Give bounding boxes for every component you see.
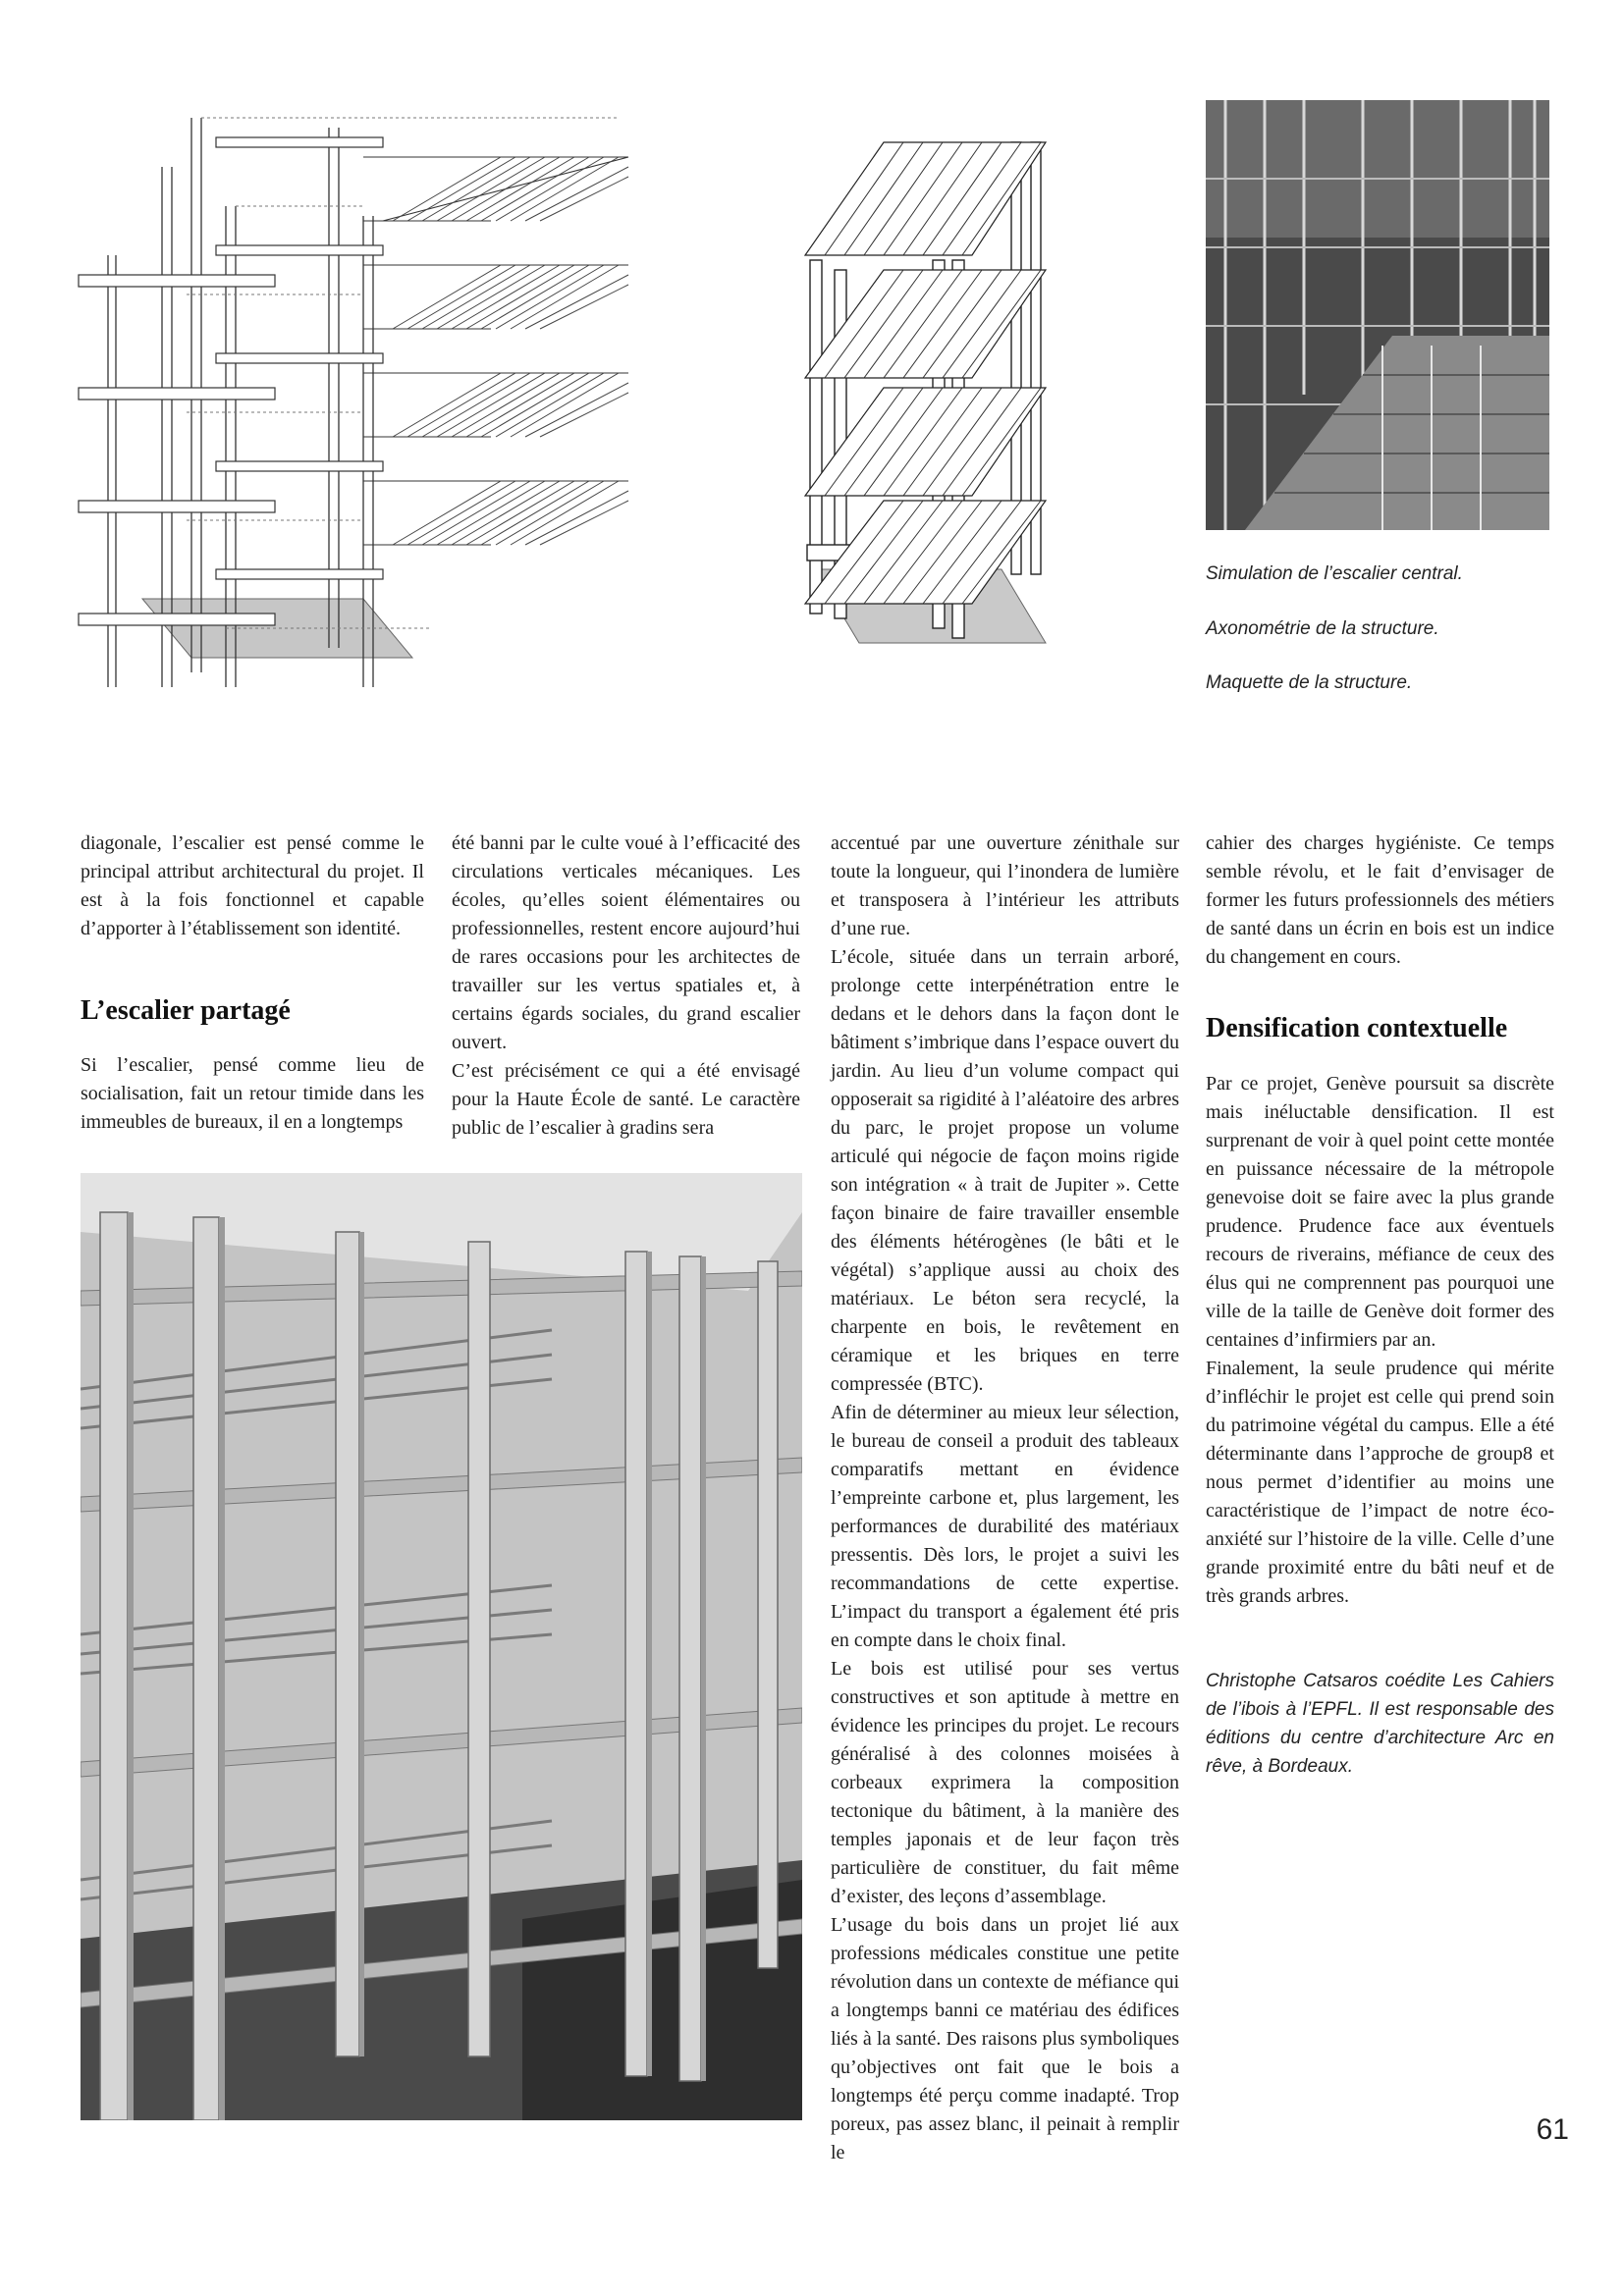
column-1-paragraph: diagonale, l’escalier est pensé comme le principal attribut architectural du projet. Il est à la fois fonctionnel et capable d’apporter à l’établissement son identité. bbox=[81, 832, 424, 939]
text-column-2 bbox=[452, 829, 800, 1143]
column-3-paragraph: L’usage du bois dans un projet lié aux professions médicales constitue une petite révolution dans un contexte de méfiance qui a longtemps banni ce matériau des édifices liés à la santé. Des raisons plus symboliques qu’objectives ont fait que le bois a longtemps été perçu comme inadapté. Trop poreux, pas assez blanc, il peinait à remplir le bbox=[831, 1914, 1179, 2163]
column-4-paragraph: cahier des charges hygiéniste. Ce temps semble révolu, et le fait d’envisager de former les futurs professionnels des métiers de santé dans un écrin en bois est un indice du changement en cours. bbox=[1206, 832, 1554, 968]
author-byline: Christophe Catsaros coédite Les Cahiers de l’ibois à l’EPFL. Il est responsable des éditions du centre d’architecture Arc en rêve, à Bordeaux. bbox=[1206, 1671, 1554, 1777]
column-3-paragraph: Le bois est utilisé pour ses vertus constructives et son aptitude à mettre en évidence les principes du projet. Le recours généralisé à des colonnes moisées à corbeaux exprimera la composition tectonique du bâtiment, à la manière des temples japonais et de leur façon très particulière de constituer, du fait même d’exister, des leçons d’assemblage. bbox=[831, 1658, 1179, 1907]
column-1-paragraph: Si l’escalier, pensé comme lieu de socialisation, fait un retour timide dans les immeubles de bureaux, il en a longtemps bbox=[81, 1054, 424, 1133]
column-2-paragraph: été banni par le culte voué à l’efficacité des circulations verticales mécaniques. Les écoles, qu’elles soient élémentaires ou professionnelles, restent encore aujourd’hui de rares occasions pour les architectes de travailler sur les vertus spatiales et, à certains égards sociales, du grand escalier ouvert. bbox=[452, 832, 800, 1053]
staircase-simulation-image bbox=[1206, 100, 1549, 530]
text-column-4 bbox=[1206, 829, 1554, 1781]
page-number: 61 bbox=[1536, 2113, 1569, 2146]
column-2-paragraph: C’est précisément ce qui a été envisagé pour la Haute École de santé. Le caractère public de l’escalier à gradins sera bbox=[452, 1060, 800, 1139]
caption-axonometry: Axonométrie de la structure. bbox=[1206, 618, 1439, 639]
column-3-paragraph: accentué par une ouverture zénithale sur toute la longueur, qui l’inondera de lumière et transposera à l’intérieur les attributs d’une rue. bbox=[831, 832, 1179, 939]
caption-structure-model: Maquette de la structure. bbox=[1206, 672, 1413, 693]
text-column-3 bbox=[831, 829, 1179, 2167]
column-4-paragraph: Par ce projet, Genève poursuit sa discrète mais inéluctable densification. Il est surprenant de voir à quel point cette montée en puissance nécessaire de la métropole genevoise doit se faire avec la plus grande prudence. Prudence face aux éventuels recours de riverains, méfiance de ceux des élus qui ne comprennent pas pourquoi une ville de la taille de Genève doit former des centaines d’infirmiers par an. bbox=[1206, 1073, 1554, 1351]
axonometry-figure bbox=[69, 98, 658, 707]
section-heading-contextual-densification: Densification contextuelle bbox=[1206, 1013, 1508, 1043]
section-heading-shared-staircase: L’escalier partagé bbox=[81, 995, 291, 1026]
structure-model-photo bbox=[81, 1173, 802, 2120]
caption-staircase-simulation: Simulation de l’escalier central. bbox=[1206, 563, 1463, 584]
column-3-paragraph: L’école, située dans un terrain arboré, prolonge cette interpénétration entre le dedans et le dehors dans la façon dont le bâtiment s’imbrique dans l’espace ouvert du jardin. Au lieu d’un volume compact qui opposerait sa rigidité à l’aléatoire des arbres du parc, le projet propose un volume articulé qui négocie de façon moins rigide son intégration « à trait de Jupiter ». Cette façon binaire de faire travailler ensemble des éléments hétérogènes (le bâti et le végétal) s’applique aussi au choix des matériaux. Le béton sera recyclé, la charpente en bois, le revêtement en céramique et les briques en terre compressée (BTC). bbox=[831, 946, 1179, 1395]
structure-model-figure bbox=[795, 123, 1090, 731]
text-column-1 bbox=[81, 829, 424, 1137]
column-4-paragraph: Finalement, la seule prudence qui mérite d’infléchir le projet est celle qui prend soin du patrimoine végétal du campus. Elle a été déterminante dans l’approche de group8 et nous permet d’identifier au moins une caractéristique de l’impact de notre éco-anxiété sur l’histoire de la ville. Celle d’une grande proximité entre du bâti neuf et de très grands arbres. bbox=[1206, 1358, 1554, 1607]
column-3-paragraph: Afin de déterminer au mieux leur sélection, le bureau de conseil a produit des tableaux comparatifs mettant en évidence l’empreinte carbone et, plus largement, les performances de durabilité des matériaux pressentis. Dès lors, le projet a suivi les recommandations de cette expertise. L’impact du transport a également été pris en compte dans le choix final. bbox=[831, 1402, 1179, 1651]
